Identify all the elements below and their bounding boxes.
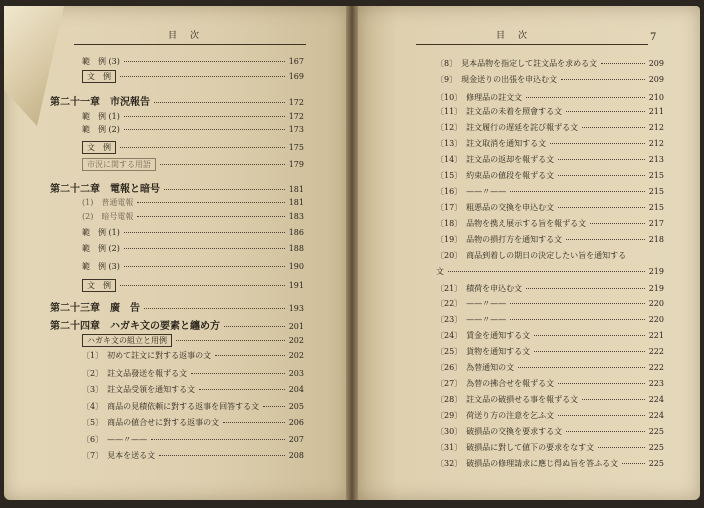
dot-leader	[154, 102, 285, 103]
toc-entry	[82, 401, 304, 412]
toc-entry	[82, 417, 304, 428]
toc-entry-label: 〔23〕 ——〃——	[436, 315, 507, 324]
toc-entry-page: 202	[288, 351, 304, 360]
toc-entry-page: 220	[648, 299, 664, 308]
dot-leader	[582, 127, 645, 128]
dot-leader	[510, 319, 645, 320]
toc-entry-label: 〔32〕 破損品の修理請求に應じ得ぬ旨を答ふる文	[436, 459, 619, 468]
toc-entry	[82, 261, 304, 272]
toc-entry-page: 215	[648, 187, 664, 196]
toc-entry-page: 191	[288, 281, 304, 290]
toc-entry-page: 207	[288, 435, 304, 444]
toc-entry	[436, 122, 664, 133]
toc-entry	[436, 58, 664, 69]
toc-entry-page: 173	[288, 125, 304, 134]
dot-leader	[566, 239, 645, 240]
dot-leader	[199, 389, 285, 390]
toc-entry-label: 〔7〕 見本を送る文	[82, 451, 156, 460]
toc-entry-page: 193	[288, 304, 304, 313]
toc-entry-label: 〔15〕 約束品の値段を報ずる文	[436, 171, 555, 180]
toc-entry-page: 215	[648, 171, 664, 180]
toc-entry-label: 〔11〕 註文品の未着を照會する文	[436, 107, 563, 116]
dot-leader	[566, 431, 645, 432]
toc-entry-label: 〔19〕 品物の損打方を通知する文	[436, 235, 563, 244]
book-gutter	[346, 6, 358, 500]
toc-entry	[436, 186, 664, 197]
toc-entry	[82, 243, 304, 254]
toc-entry-label: 範 例 (1)	[82, 112, 120, 121]
toc-entry-label: 〔31〕 破損品に對して値下の要求をなす文	[436, 443, 595, 452]
toc-entry-page: 225	[648, 427, 664, 436]
toc-entry-page: 215	[648, 203, 664, 212]
toc-entry-page: 224	[648, 411, 664, 420]
right-running-head: 目 次	[496, 31, 530, 41]
toc-chapter	[50, 299, 304, 314]
toc-entry-label: 〔29〕 荷送り方の注意を乞ふ文	[436, 411, 555, 420]
toc-chapter	[50, 317, 304, 332]
toc-entry-page: 204	[288, 385, 304, 394]
toc-entry	[436, 154, 664, 165]
toc-entry	[436, 266, 664, 277]
toc-entry-page: 223	[648, 379, 664, 388]
toc-entry-label: 文 例	[82, 279, 116, 292]
toc-entry-label: 第二十一章 市況報告	[50, 97, 150, 108]
dot-leader	[598, 447, 645, 448]
toc-entry	[82, 197, 304, 208]
dot-leader	[534, 335, 645, 336]
toc-entry-page: 203	[288, 369, 304, 378]
toc-entry	[82, 334, 304, 347]
toc-entry-page: 225	[648, 443, 664, 452]
toc-entry-page: 186	[288, 228, 304, 237]
dot-leader	[215, 355, 285, 356]
toc-entry	[82, 384, 304, 395]
dot-leader	[124, 129, 285, 130]
dot-leader	[510, 191, 645, 192]
dot-leader	[223, 422, 285, 423]
toc-entry-label: 〔18〕 品物を携え展示する旨を報ずる文	[436, 219, 587, 228]
toc-entry-page: 190	[288, 262, 304, 271]
right-page-number: 7	[650, 32, 657, 43]
toc-entry-page: 202	[288, 336, 304, 345]
toc-entry-page: 201	[288, 322, 304, 331]
toc-entry-page: 224	[648, 395, 664, 404]
toc-entry-label: 文	[436, 267, 444, 276]
dot-leader	[124, 248, 285, 249]
dot-leader	[582, 399, 645, 400]
toc-entry	[436, 410, 664, 421]
toc-entry-page: 217	[648, 219, 664, 228]
toc-entry-page: 172	[288, 112, 304, 121]
toc-entry-page: 225	[648, 459, 664, 468]
toc-entry	[436, 92, 664, 103]
toc-entry-page: 208	[288, 451, 304, 460]
toc-entry-page: 220	[648, 315, 664, 324]
toc-entry	[82, 450, 304, 461]
toc-entry-label: 〔22〕 ——〃——	[436, 299, 507, 308]
dot-leader	[526, 288, 645, 289]
dot-leader	[622, 463, 645, 464]
dot-leader	[518, 367, 645, 368]
toc-entry-label: 〔14〕 註文品の返却を報ずる文	[436, 155, 555, 164]
toc-entry	[82, 124, 304, 135]
toc-entry-page: 212	[648, 139, 664, 148]
toc-entry-page: 206	[288, 418, 304, 427]
toc-entry	[436, 138, 664, 149]
toc-entry-label: 〔13〕 註文取消を通知する文	[436, 139, 547, 148]
toc-entry-page: 209	[648, 75, 664, 84]
toc-entry	[82, 141, 304, 154]
toc-entry	[436, 202, 664, 213]
dot-leader	[224, 326, 285, 327]
toc-entry-label: 市況に関する用語	[82, 158, 156, 171]
toc-entry-page: 222	[648, 347, 664, 356]
dot-leader	[159, 455, 285, 456]
toc-entry-page: 181	[288, 198, 304, 207]
toc-entry-page: 205	[288, 402, 304, 411]
dot-leader	[124, 232, 285, 233]
toc-entry	[436, 426, 664, 437]
dot-leader	[510, 303, 645, 304]
toc-entry-label: 第二十二章 電報と暗号	[50, 184, 160, 195]
toc-entry-page: 172	[288, 98, 304, 107]
toc-entry-label: (2) 暗号電報	[82, 212, 134, 221]
dot-leader	[558, 159, 645, 160]
toc-entry-label: 〔8〕 見本品物を指定して註文品を求める文	[436, 59, 598, 68]
toc-entry	[436, 362, 664, 373]
toc-entry-label: 〔25〕 貨物を通知する文	[436, 347, 531, 356]
toc-entry	[82, 350, 304, 361]
toc-entry	[436, 106, 664, 117]
dot-leader	[550, 143, 645, 144]
toc-entry-label: 〔20〕 商品到着しの期日の決定したい旨を通知する	[436, 251, 627, 260]
toc-entry-label: 第二十三章 廣 告	[50, 303, 140, 314]
toc-entry-page: 210	[648, 93, 664, 102]
dot-leader	[534, 351, 645, 352]
toc-entry	[436, 250, 664, 261]
toc-entry	[436, 314, 664, 325]
dot-leader	[120, 76, 285, 77]
toc-entry-label: ハガキ文の組立と用例	[82, 334, 172, 347]
dot-leader	[566, 111, 645, 112]
dot-leader	[558, 383, 645, 384]
toc-entry-page: 219	[648, 267, 664, 276]
dot-leader	[124, 61, 285, 62]
toc-entry-label: 〔28〕 註文品の破損せる事を報ずる文	[436, 395, 579, 404]
dot-leader	[151, 439, 285, 440]
toc-entry-label: 〔6〕 ——〃——	[82, 435, 148, 444]
toc-entry-page: 183	[288, 212, 304, 221]
dot-leader	[558, 207, 645, 208]
toc-entry-label: 〔26〕 為替通知の文	[436, 363, 515, 372]
toc-entry-label: 〔27〕 為替の拂合せを報ずる文	[436, 379, 555, 388]
toc-entry-label: 範 例 (3)	[82, 57, 120, 66]
toc-entry-page: 181	[288, 185, 304, 194]
left-header-rule	[74, 44, 306, 45]
toc-entry	[436, 458, 664, 469]
toc-entry	[436, 218, 664, 229]
toc-entry	[82, 56, 304, 67]
toc-entry-page: 188	[288, 244, 304, 253]
dot-leader	[558, 415, 645, 416]
dot-leader	[263, 406, 285, 407]
dot-leader	[164, 189, 285, 190]
dot-leader	[124, 266, 285, 267]
toc-entry-page: 169	[288, 72, 304, 81]
toc-entry	[436, 74, 664, 85]
toc-entry	[436, 298, 664, 309]
dot-leader	[601, 63, 645, 64]
left-running-head: 目 次	[168, 31, 202, 41]
toc-entry-label: 文 例	[82, 70, 116, 83]
toc-entry-label: 〔12〕 註文履行の遅延を詫び報ずる文	[436, 123, 579, 132]
toc-entry-page: 209	[648, 59, 664, 68]
dot-leader	[160, 164, 285, 165]
toc-entry-label: 〔21〕 積荷を申込む文	[436, 284, 523, 293]
dot-leader	[590, 223, 645, 224]
toc-entry-page: 212	[648, 123, 664, 132]
toc-entry-page: 211	[648, 107, 664, 116]
toc-entry-label: 第二十四章 ハガキ文の要素と纏め方	[50, 321, 220, 332]
toc-entry-label: 〔24〕 賃金を通知する文	[436, 331, 531, 340]
toc-entry-page: 167	[288, 57, 304, 66]
dot-leader	[124, 116, 285, 117]
dot-leader	[137, 216, 284, 217]
dot-leader	[561, 79, 645, 80]
toc-entry-page: 218	[648, 235, 664, 244]
dot-leader	[120, 147, 285, 148]
toc-entry	[82, 227, 304, 238]
dot-leader	[448, 271, 645, 272]
toc-entry-label: 範 例 (3)	[82, 262, 120, 271]
toc-entry	[436, 346, 664, 357]
toc-entry-page: 219	[648, 284, 664, 293]
dot-leader	[144, 308, 285, 309]
toc-entry-label: 〔30〕 破損品の交換を要求する文	[436, 427, 563, 436]
dot-leader	[191, 373, 285, 374]
dot-leader	[526, 97, 645, 98]
toc-entry	[436, 234, 664, 245]
toc-chapter	[50, 93, 304, 108]
toc-entry-label: 範 例 (2)	[82, 244, 120, 253]
right-header-rule	[416, 44, 648, 45]
toc-entry-label: 〔10〕 修理品の註文文	[436, 93, 523, 102]
toc-entry	[82, 211, 304, 222]
toc-entry-page: 175	[288, 143, 304, 152]
toc-chapter	[50, 180, 304, 195]
toc-entry	[436, 170, 664, 181]
toc-entry	[436, 283, 664, 294]
toc-entry	[436, 394, 664, 405]
toc-entry-label: 〔17〕 粗悪品の交換を申込む文	[436, 203, 555, 212]
toc-entry-label: 文 例	[82, 141, 116, 154]
toc-entry	[82, 368, 304, 379]
dot-leader	[558, 175, 645, 176]
dot-leader	[176, 340, 285, 341]
toc-entry	[436, 442, 664, 453]
toc-entry-label: 〔2〕 註文品發送を報ずる文	[82, 369, 188, 378]
toc-entry	[82, 158, 304, 171]
toc-entry-label: 〔9〕 現金送りの出張を申込む文	[436, 75, 558, 84]
toc-entry-label: (1) 普通電報	[82, 198, 134, 207]
toc-entry-label: 〔4〕 商品の見積依頼に對する返事を回答する文	[82, 402, 260, 411]
toc-entry	[82, 70, 304, 83]
toc-entry	[436, 378, 664, 389]
toc-entry-page: 213	[648, 155, 664, 164]
toc-entry-label: 〔16〕 ——〃——	[436, 187, 507, 196]
dot-leader	[120, 285, 285, 286]
toc-entry-page: 222	[648, 363, 664, 372]
toc-entry	[82, 279, 304, 292]
toc-entry-label: 〔5〕 商品の値合せに對する返事の文	[82, 418, 220, 427]
toc-entry	[436, 330, 664, 341]
toc-entry-page: 221	[648, 331, 664, 340]
toc-entry	[82, 111, 304, 122]
toc-entry-page: 179	[288, 160, 304, 169]
toc-entry-label: 〔3〕 註文品受領を通知する文	[82, 385, 196, 394]
toc-entry-label: 〔1〕 初めて註文に對する返事の文	[82, 351, 212, 360]
toc-entry-label: 範 例 (2)	[82, 125, 120, 134]
toc-entry-label: 範 例 (1)	[82, 228, 120, 237]
dot-leader	[137, 202, 284, 203]
toc-entry	[82, 434, 304, 445]
